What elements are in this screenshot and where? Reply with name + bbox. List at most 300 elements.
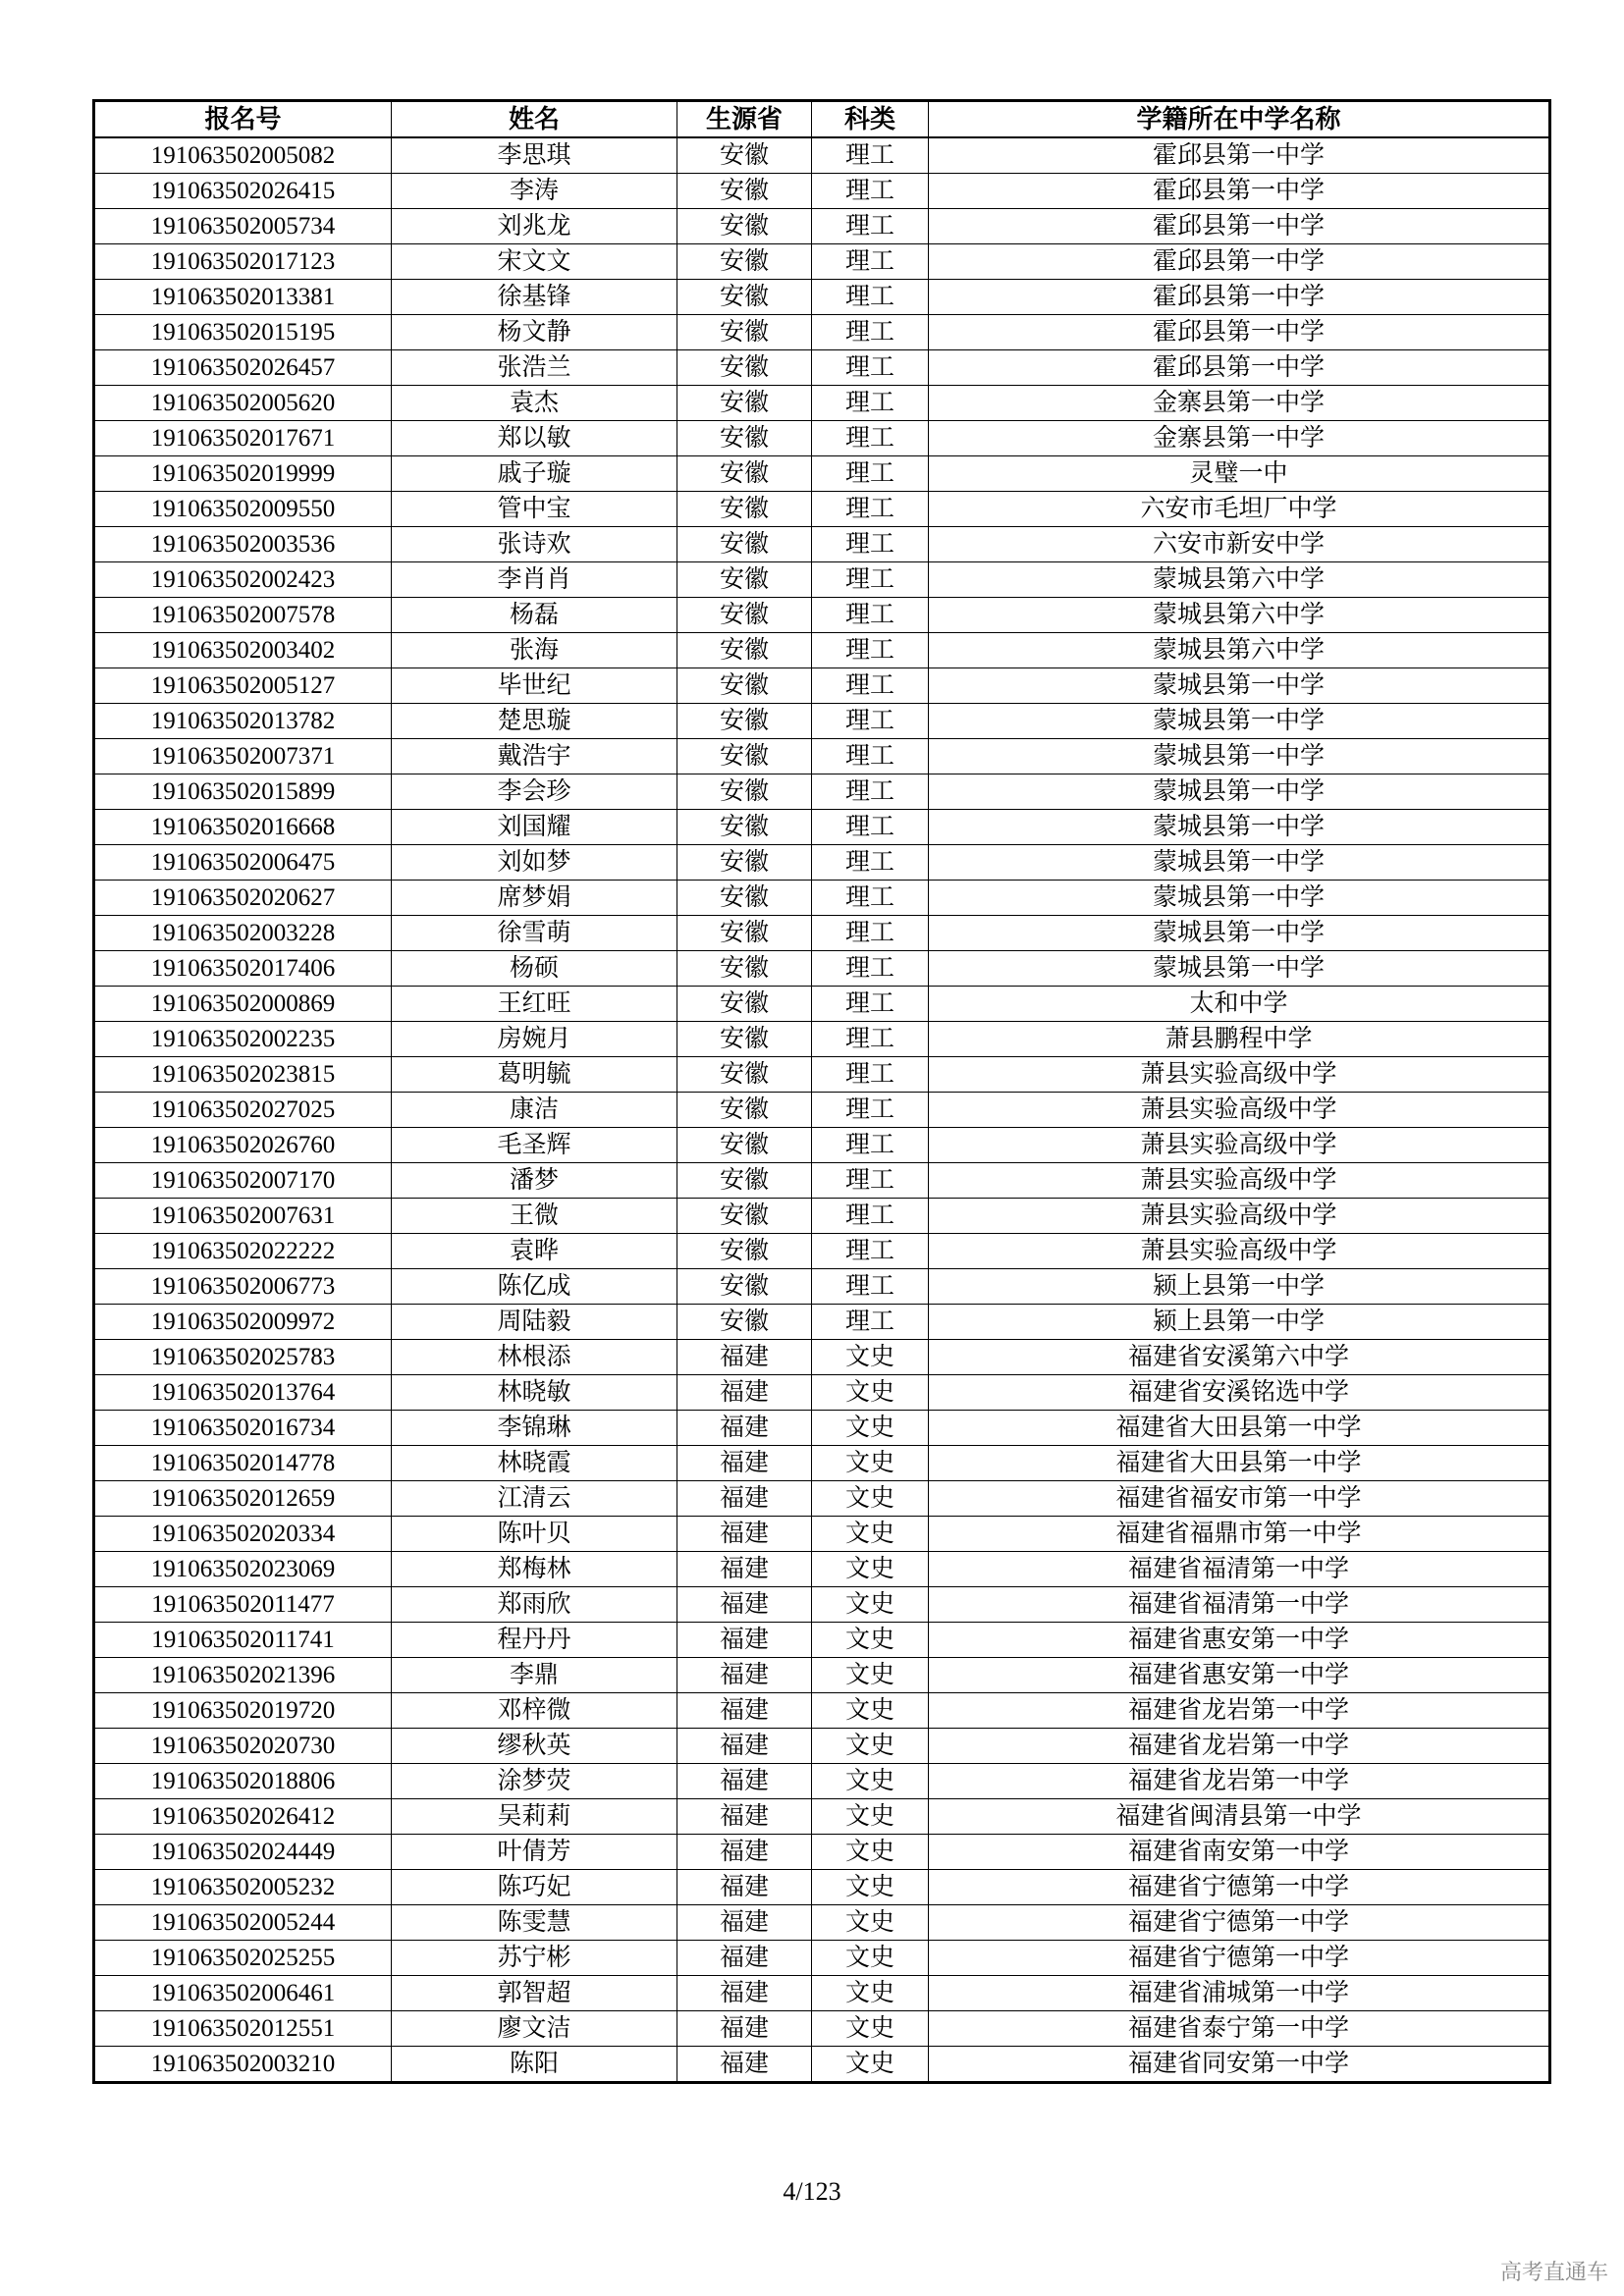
table-row xyxy=(94,1093,1550,1128)
name-cell: 葛明毓 xyxy=(392,1057,677,1093)
subject-cell: 文史 xyxy=(812,2011,929,2047)
registration-number-cell: 191063502024449 xyxy=(94,1835,392,1870)
table-row xyxy=(94,1870,1550,1905)
name-cell: 陈叶贝 xyxy=(392,1517,677,1552)
province-cell: 福建 xyxy=(677,2047,812,2083)
registration-number-cell: 191063502012551 xyxy=(94,2011,392,2047)
school-cell: 蒙城县第一中学 xyxy=(929,916,1550,951)
school-cell: 金寨县第一中学 xyxy=(929,386,1550,421)
school-cell: 萧县实验高级中学 xyxy=(929,1234,1550,1269)
table-row xyxy=(94,704,1550,739)
province-cell: 福建 xyxy=(677,1870,812,1905)
table-row xyxy=(94,1517,1550,1552)
province-cell: 安徽 xyxy=(677,598,812,633)
table-row xyxy=(94,315,1550,350)
table-row xyxy=(94,1446,1550,1481)
table-header-row xyxy=(94,101,1550,138)
province-cell: 安徽 xyxy=(677,350,812,386)
subject-cell: 文史 xyxy=(812,1905,929,1941)
name-cell: 苏宁彬 xyxy=(392,1941,677,1976)
registration-number-cell: 191063502002235 xyxy=(94,1022,392,1057)
table-row xyxy=(94,668,1550,704)
subject-cell: 文史 xyxy=(812,1517,929,1552)
province-cell: 福建 xyxy=(677,1340,812,1375)
table-row xyxy=(94,527,1550,562)
name-cell: 潘梦 xyxy=(392,1163,677,1199)
school-cell: 福建省南安第一中学 xyxy=(929,1835,1550,1870)
subject-cell: 文史 xyxy=(812,1552,929,1587)
province-cell: 福建 xyxy=(677,1517,812,1552)
school-cell: 六安市毛坦厂中学 xyxy=(929,492,1550,527)
school-cell: 蒙城县第一中学 xyxy=(929,810,1550,845)
subject-cell: 理工 xyxy=(812,916,929,951)
province-cell: 福建 xyxy=(677,1375,812,1411)
school-cell: 福建省龙岩第一中学 xyxy=(929,1693,1550,1729)
school-cell: 福建省宁德第一中学 xyxy=(929,1941,1550,1976)
province-cell: 安徽 xyxy=(677,1305,812,1340)
table-row xyxy=(94,2011,1550,2047)
school-cell: 福建省福鼎市第一中学 xyxy=(929,1517,1550,1552)
subject-cell: 理工 xyxy=(812,562,929,598)
registration-number-cell: 191063502019999 xyxy=(94,456,392,492)
school-cell: 福建省闽清县第一中学 xyxy=(929,1799,1550,1835)
subject-cell: 文史 xyxy=(812,1799,929,1835)
registration-number-cell: 191063502003402 xyxy=(94,633,392,668)
province-cell: 福建 xyxy=(677,1446,812,1481)
school-cell: 福建省福清第一中学 xyxy=(929,1587,1550,1623)
name-cell: 戚子璇 xyxy=(392,456,677,492)
subject-cell: 理工 xyxy=(812,209,929,244)
table-row xyxy=(94,1764,1550,1799)
school-cell: 福建省福安市第一中学 xyxy=(929,1481,1550,1517)
registration-number-cell: 191063502023069 xyxy=(94,1552,392,1587)
school-cell: 霍邱县第一中学 xyxy=(929,209,1550,244)
subject-cell: 理工 xyxy=(812,421,929,456)
table-row xyxy=(94,1163,1550,1199)
name-cell: 刘如梦 xyxy=(392,845,677,881)
name-cell: 林晓霞 xyxy=(392,1446,677,1481)
table-row xyxy=(94,1658,1550,1693)
province-cell: 安徽 xyxy=(677,881,812,916)
subject-cell: 文史 xyxy=(812,1658,929,1693)
school-cell: 蒙城县第六中学 xyxy=(929,598,1550,633)
subject-cell: 理工 xyxy=(812,1022,929,1057)
name-cell: 袁杰 xyxy=(392,386,677,421)
subject-cell: 理工 xyxy=(812,1234,929,1269)
registration-number-cell: 191063502002423 xyxy=(94,562,392,598)
table-row xyxy=(94,951,1550,987)
province-cell: 安徽 xyxy=(677,1163,812,1199)
province-cell: 福建 xyxy=(677,1552,812,1587)
school-cell: 福建省浦城第一中学 xyxy=(929,1976,1550,2011)
subject-cell: 理工 xyxy=(812,1093,929,1128)
subject-cell: 理工 xyxy=(812,1163,929,1199)
table-row xyxy=(94,1941,1550,1976)
registration-number-cell: 191063502017406 xyxy=(94,951,392,987)
subject-cell: 理工 xyxy=(812,244,929,280)
name-cell: 康洁 xyxy=(392,1093,677,1128)
name-cell: 江清云 xyxy=(392,1481,677,1517)
school-cell: 萧县实验高级中学 xyxy=(929,1057,1550,1093)
name-cell: 楚思璇 xyxy=(392,704,677,739)
table-row xyxy=(94,562,1550,598)
registration-number-cell: 191063502005127 xyxy=(94,668,392,704)
name-cell: 李思琪 xyxy=(392,137,677,174)
province-cell: 福建 xyxy=(677,1835,812,1870)
subject-cell: 理工 xyxy=(812,739,929,774)
province-cell: 福建 xyxy=(677,1693,812,1729)
school-cell: 蒙城县第六中学 xyxy=(929,562,1550,598)
school-cell: 颍上县第一中学 xyxy=(929,1269,1550,1305)
province-cell: 安徽 xyxy=(677,527,812,562)
name-cell: 李会珍 xyxy=(392,774,677,810)
table-row xyxy=(94,209,1550,244)
province-cell: 安徽 xyxy=(677,951,812,987)
subject-cell: 理工 xyxy=(812,174,929,209)
registration-number-cell: 191063502006773 xyxy=(94,1269,392,1305)
subject-cell: 文史 xyxy=(812,1587,929,1623)
name-cell: 程丹丹 xyxy=(392,1623,677,1658)
name-cell: 廖文洁 xyxy=(392,2011,677,2047)
province-cell: 福建 xyxy=(677,1481,812,1517)
table-row xyxy=(94,1411,1550,1446)
table-row xyxy=(94,1057,1550,1093)
school-cell: 萧县实验高级中学 xyxy=(929,1128,1550,1163)
subject-cell: 理工 xyxy=(812,704,929,739)
province-cell: 安徽 xyxy=(677,209,812,244)
province-cell: 安徽 xyxy=(677,1057,812,1093)
table-row xyxy=(94,774,1550,810)
province-cell: 安徽 xyxy=(677,315,812,350)
name-cell: 毕世纪 xyxy=(392,668,677,704)
registration-number-cell: 191063502018806 xyxy=(94,1764,392,1799)
table-row xyxy=(94,137,1550,174)
table-row xyxy=(94,456,1550,492)
school-cell: 霍邱县第一中学 xyxy=(929,280,1550,315)
registration-number-cell: 191063502026760 xyxy=(94,1128,392,1163)
school-cell: 福建省安溪第六中学 xyxy=(929,1340,1550,1375)
column-header-province: 生源省 xyxy=(677,101,812,138)
name-cell: 席梦娟 xyxy=(392,881,677,916)
table-row xyxy=(94,810,1550,845)
table-row xyxy=(94,1269,1550,1305)
school-cell: 萧县实验高级中学 xyxy=(929,1199,1550,1234)
name-cell: 吴莉莉 xyxy=(392,1799,677,1835)
school-cell: 霍邱县第一中学 xyxy=(929,244,1550,280)
registration-number-cell: 191063502027025 xyxy=(94,1093,392,1128)
registration-number-cell: 191063502020627 xyxy=(94,881,392,916)
name-cell: 杨文静 xyxy=(392,315,677,350)
name-cell: 林晓敏 xyxy=(392,1375,677,1411)
subject-cell: 理工 xyxy=(812,633,929,668)
name-cell: 刘兆龙 xyxy=(392,209,677,244)
subject-cell: 理工 xyxy=(812,1305,929,1340)
registration-number-cell: 191063502015195 xyxy=(94,315,392,350)
subject-cell: 理工 xyxy=(812,386,929,421)
registration-number-cell: 191063502025255 xyxy=(94,1941,392,1976)
name-cell: 郑梅林 xyxy=(392,1552,677,1587)
registration-number-cell: 191063502003536 xyxy=(94,527,392,562)
registration-number-cell: 191063502006461 xyxy=(94,1976,392,2011)
table-row xyxy=(94,1234,1550,1269)
table-row xyxy=(94,1623,1550,1658)
registration-number-cell: 191063502005620 xyxy=(94,386,392,421)
name-cell: 李锦琳 xyxy=(392,1411,677,1446)
province-cell: 安徽 xyxy=(677,704,812,739)
registration-number-cell: 191063502016668 xyxy=(94,810,392,845)
registration-number-cell: 191063502013764 xyxy=(94,1375,392,1411)
table-row xyxy=(94,1799,1550,1835)
table-row xyxy=(94,174,1550,209)
school-cell: 福建省龙岩第一中学 xyxy=(929,1764,1550,1799)
subject-cell: 文史 xyxy=(812,1446,929,1481)
registration-number-cell: 191063502003210 xyxy=(94,2047,392,2083)
school-cell: 霍邱县第一中学 xyxy=(929,315,1550,350)
school-cell: 福建省惠安第一中学 xyxy=(929,1658,1550,1693)
name-cell: 陈亿成 xyxy=(392,1269,677,1305)
school-cell: 金寨县第一中学 xyxy=(929,421,1550,456)
registration-number-cell: 191063502023815 xyxy=(94,1057,392,1093)
table-row xyxy=(94,244,1550,280)
school-cell: 福建省大田县第一中学 xyxy=(929,1446,1550,1481)
province-cell: 安徽 xyxy=(677,386,812,421)
table-row xyxy=(94,1552,1550,1587)
registration-number-cell: 191063502005734 xyxy=(94,209,392,244)
registration-number-cell: 191063502020730 xyxy=(94,1729,392,1764)
school-cell: 霍邱县第一中学 xyxy=(929,137,1550,174)
name-cell: 陈巧妃 xyxy=(392,1870,677,1905)
school-cell: 蒙城县第一中学 xyxy=(929,739,1550,774)
name-cell: 陈阳 xyxy=(392,2047,677,2083)
province-cell: 安徽 xyxy=(677,1128,812,1163)
table-row xyxy=(94,350,1550,386)
province-cell: 安徽 xyxy=(677,633,812,668)
table-row xyxy=(94,1128,1550,1163)
name-cell: 郑雨欣 xyxy=(392,1587,677,1623)
subject-cell: 文史 xyxy=(812,1835,929,1870)
province-cell: 安徽 xyxy=(677,774,812,810)
province-cell: 安徽 xyxy=(677,1022,812,1057)
table-row xyxy=(94,1199,1550,1234)
subject-cell: 理工 xyxy=(812,527,929,562)
registration-number-cell: 191063502011477 xyxy=(94,1587,392,1623)
school-cell: 萧县鹏程中学 xyxy=(929,1022,1550,1057)
name-cell: 房婉月 xyxy=(392,1022,677,1057)
province-cell: 安徽 xyxy=(677,845,812,881)
table-row xyxy=(94,598,1550,633)
province-cell: 安徽 xyxy=(677,916,812,951)
name-cell: 袁晔 xyxy=(392,1234,677,1269)
name-cell: 张海 xyxy=(392,633,677,668)
province-cell: 安徽 xyxy=(677,1199,812,1234)
subject-cell: 文史 xyxy=(812,2047,929,2083)
province-cell: 福建 xyxy=(677,1587,812,1623)
name-cell: 陈雯慧 xyxy=(392,1905,677,1941)
name-cell: 毛圣辉 xyxy=(392,1128,677,1163)
name-cell: 刘国耀 xyxy=(392,810,677,845)
registration-number-cell: 191063502007631 xyxy=(94,1199,392,1234)
column-header-name: 姓名 xyxy=(392,101,677,138)
table-row xyxy=(94,1729,1550,1764)
subject-cell: 文史 xyxy=(812,1340,929,1375)
province-cell: 安徽 xyxy=(677,174,812,209)
school-cell: 福建省福清第一中学 xyxy=(929,1552,1550,1587)
province-cell: 福建 xyxy=(677,1729,812,1764)
table-row xyxy=(94,1022,1550,1057)
column-header-school: 学籍所在中学名称 xyxy=(929,101,1550,138)
table-row xyxy=(94,845,1550,881)
table-row xyxy=(94,421,1550,456)
province-cell: 福建 xyxy=(677,1905,812,1941)
school-cell: 福建省宁德第一中学 xyxy=(929,1870,1550,1905)
school-cell: 萧县实验高级中学 xyxy=(929,1093,1550,1128)
school-cell: 福建省安溪铭选中学 xyxy=(929,1375,1550,1411)
registration-number-cell: 191063502012659 xyxy=(94,1481,392,1517)
table-row xyxy=(94,1976,1550,2011)
name-cell: 王微 xyxy=(392,1199,677,1234)
province-cell: 安徽 xyxy=(677,421,812,456)
subject-cell: 文史 xyxy=(812,1941,929,1976)
province-cell: 安徽 xyxy=(677,668,812,704)
registration-number-cell: 191063502007578 xyxy=(94,598,392,633)
table-row xyxy=(94,2047,1550,2083)
page-number: 4/123 xyxy=(783,2177,841,2206)
school-cell: 颍上县第一中学 xyxy=(929,1305,1550,1340)
school-cell: 蒙城县第一中学 xyxy=(929,845,1550,881)
school-cell: 福建省龙岩第一中学 xyxy=(929,1729,1550,1764)
registration-number-cell: 191063502016734 xyxy=(94,1411,392,1446)
school-cell: 蒙城县第一中学 xyxy=(929,951,1550,987)
subject-cell: 理工 xyxy=(812,987,929,1022)
subject-cell: 理工 xyxy=(812,774,929,810)
registration-number-cell: 191063502020334 xyxy=(94,1517,392,1552)
name-cell: 张诗欢 xyxy=(392,527,677,562)
name-cell: 郭智超 xyxy=(392,1976,677,2011)
enrollment-table xyxy=(92,99,1551,2084)
name-cell: 徐雪萌 xyxy=(392,916,677,951)
name-cell: 郑以敏 xyxy=(392,421,677,456)
province-cell: 安徽 xyxy=(677,810,812,845)
registration-number-cell: 191063502017671 xyxy=(94,421,392,456)
subject-cell: 理工 xyxy=(812,845,929,881)
table-body xyxy=(94,137,1550,2083)
table-row xyxy=(94,987,1550,1022)
subject-cell: 理工 xyxy=(812,137,929,174)
school-cell: 蒙城县第一中学 xyxy=(929,704,1550,739)
province-cell: 安徽 xyxy=(677,562,812,598)
subject-cell: 理工 xyxy=(812,1199,929,1234)
school-cell: 灵璧一中 xyxy=(929,456,1550,492)
subject-cell: 理工 xyxy=(812,456,929,492)
subject-cell: 理工 xyxy=(812,1057,929,1093)
province-cell: 安徽 xyxy=(677,280,812,315)
school-cell: 福建省宁德第一中学 xyxy=(929,1905,1550,1941)
name-cell: 杨磊 xyxy=(392,598,677,633)
registration-number-cell: 191063502026412 xyxy=(94,1799,392,1835)
school-cell: 福建省惠安第一中学 xyxy=(929,1623,1550,1658)
province-cell: 福建 xyxy=(677,1976,812,2011)
province-cell: 福建 xyxy=(677,1411,812,1446)
registration-number-cell: 191063502021396 xyxy=(94,1658,392,1693)
registration-number-cell: 191063502013381 xyxy=(94,280,392,315)
name-cell: 杨硕 xyxy=(392,951,677,987)
registration-number-cell: 191063502000869 xyxy=(94,987,392,1022)
subject-cell: 理工 xyxy=(812,315,929,350)
registration-number-cell: 191063502003228 xyxy=(94,916,392,951)
province-cell: 福建 xyxy=(677,2011,812,2047)
table-row xyxy=(94,280,1550,315)
name-cell: 周陆毅 xyxy=(392,1305,677,1340)
school-cell: 太和中学 xyxy=(929,987,1550,1022)
subject-cell: 理工 xyxy=(812,492,929,527)
table-row xyxy=(94,1340,1550,1375)
school-cell: 福建省同安第一中学 xyxy=(929,2047,1550,2083)
subject-cell: 文史 xyxy=(812,1976,929,2011)
province-cell: 安徽 xyxy=(677,137,812,174)
subject-cell: 理工 xyxy=(812,951,929,987)
subject-cell: 文史 xyxy=(812,1729,929,1764)
name-cell: 徐基锋 xyxy=(392,280,677,315)
name-cell: 涂梦荧 xyxy=(392,1764,677,1799)
subject-cell: 理工 xyxy=(812,881,929,916)
name-cell: 邓梓微 xyxy=(392,1693,677,1729)
registration-number-cell: 191063502011741 xyxy=(94,1623,392,1658)
subject-cell: 理工 xyxy=(812,1269,929,1305)
registration-number-cell: 191063502005244 xyxy=(94,1905,392,1941)
name-cell: 林根添 xyxy=(392,1340,677,1375)
registration-number-cell: 191063502005082 xyxy=(94,137,392,174)
registration-number-cell: 191063502019720 xyxy=(94,1693,392,1729)
registration-number-cell: 191063502009972 xyxy=(94,1305,392,1340)
province-cell: 福建 xyxy=(677,1941,812,1976)
registration-number-cell: 191063502009550 xyxy=(94,492,392,527)
name-cell: 宋文文 xyxy=(392,244,677,280)
registration-number-cell: 191063502022222 xyxy=(94,1234,392,1269)
subject-cell: 文史 xyxy=(812,1481,929,1517)
subject-cell: 理工 xyxy=(812,810,929,845)
registration-number-cell: 191063502025783 xyxy=(94,1340,392,1375)
province-cell: 安徽 xyxy=(677,739,812,774)
column-header-subject: 科类 xyxy=(812,101,929,138)
school-cell: 霍邱县第一中学 xyxy=(929,350,1550,386)
table-row xyxy=(94,916,1550,951)
table-row xyxy=(94,1481,1550,1517)
registration-number-cell: 191063502007170 xyxy=(94,1163,392,1199)
table-row xyxy=(94,1305,1550,1340)
province-cell: 安徽 xyxy=(677,1269,812,1305)
school-cell: 萧县实验高级中学 xyxy=(929,1163,1550,1199)
registration-number-cell: 191063502014778 xyxy=(94,1446,392,1481)
name-cell: 王红旺 xyxy=(392,987,677,1022)
subject-cell: 理工 xyxy=(812,668,929,704)
table-row xyxy=(94,1375,1550,1411)
table-row xyxy=(94,1587,1550,1623)
column-header-registration-number: 报名号 xyxy=(94,101,392,138)
province-cell: 福建 xyxy=(677,1658,812,1693)
subject-cell: 理工 xyxy=(812,598,929,633)
province-cell: 福建 xyxy=(677,1764,812,1799)
name-cell: 缪秋英 xyxy=(392,1729,677,1764)
name-cell: 李鼎 xyxy=(392,1658,677,1693)
registration-number-cell: 191063502026457 xyxy=(94,350,392,386)
registration-number-cell: 191063502015899 xyxy=(94,774,392,810)
province-cell: 安徽 xyxy=(677,492,812,527)
subject-cell: 理工 xyxy=(812,280,929,315)
name-cell: 管中宝 xyxy=(392,492,677,527)
subject-cell: 理工 xyxy=(812,1128,929,1163)
school-cell: 福建省大田县第一中学 xyxy=(929,1411,1550,1446)
name-cell: 李涛 xyxy=(392,174,677,209)
